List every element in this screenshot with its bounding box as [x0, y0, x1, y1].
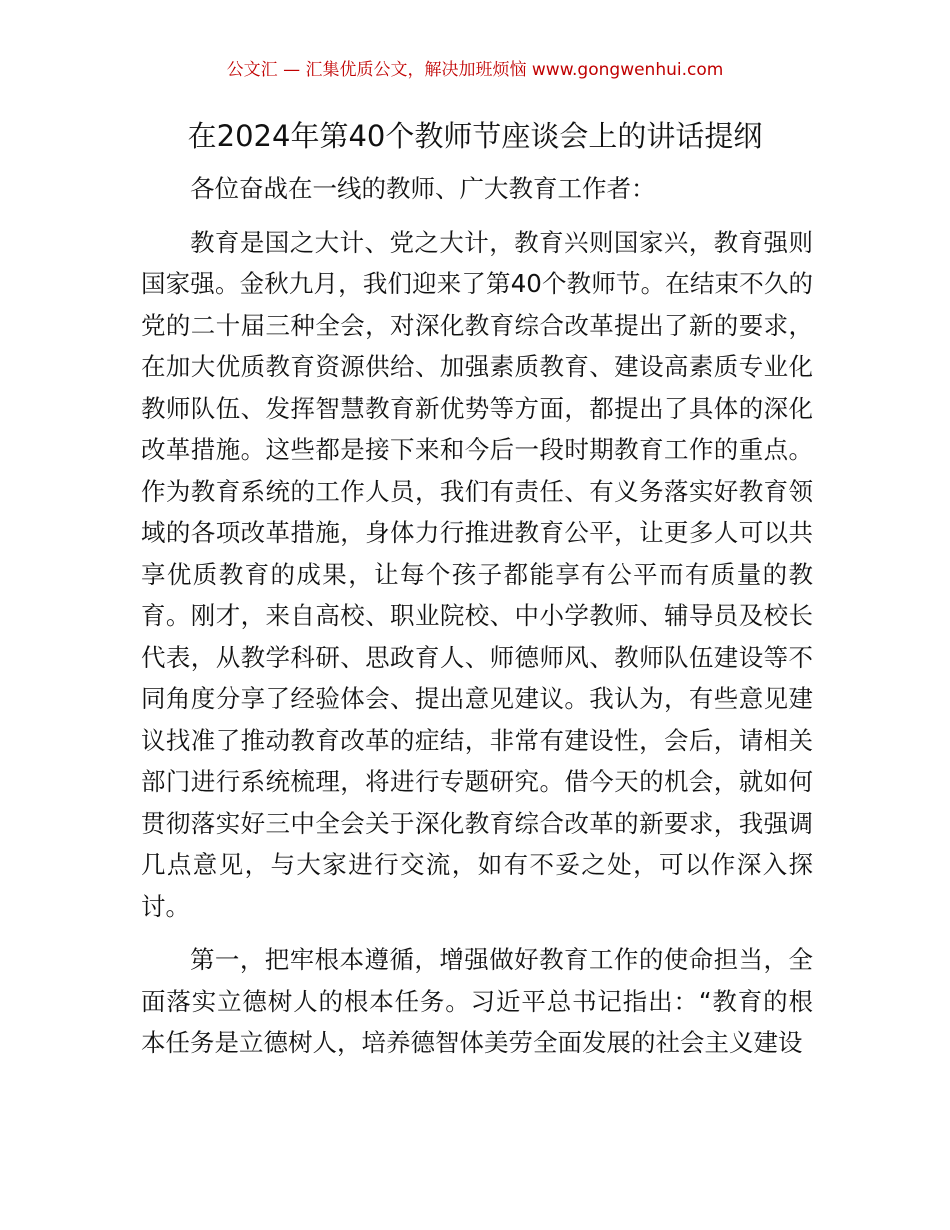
- header-banner: 公文汇 — 汇集优质公文，解决加班烦恼 www.gongwenhui.com: [226, 60, 724, 80]
- salutation: 各位奋战在一线的教师、广大教育工作者：: [190, 174, 656, 203]
- document-title: 在2024年第40个教师节座谈会上的讲话提纲: [187, 119, 763, 153]
- document-body: [141, 168, 813, 1064]
- body-paragraph-2: 第一，把牢根本遵循，增强做好教育工作的使命担当，全面落实立德树人的根本任务。习近平总书记指出：“教育的根本任务是立德树人，培养德智体美劳全面发展的社会主义建设: [141, 945, 813, 1057]
- body-paragraph-1: 教育是国之大计、党之大计，教育兴则国家兴，教育强则国家强。金秋九月，我们迎来了第40个教师节。在结束不久的党的二十届三种全会，对深化教育综合改革提出了新的要求，在加大优质教育资源供给、加强素质教育、建设高素质专业化教师队伍、发挥智慧教育新优势等方面，都提出了具体的深化改革措施。这些都是接下来和今后一段时期教育工作的重点。作为教育系统的工作人员，我们有责任、有义务落实好教育领域的各项改革措施，身体力行推进教育公平，让更多人可以共享优质教育的成果，让每个孩子都能享有公平而有质量的教育。刚才，来自高校、职业院校、中小学教师、辅导员及校长代表，从教学科研、思政育人、师德师风、教师队伍建设等不同角度分享了经验体会、提出意见建议。我认为，有些意见建议找准了推动教育改革的症结，非常有建设性，会后，请相关部门进行系统梳理，将进行专题研究。借今天的机会，就如何贯彻落实好三中全会关于深化教育综合改革的新要求，我强调几点意见，与大家进行交流，如有不妥之处，可以作深入探讨。: [141, 227, 813, 921]
